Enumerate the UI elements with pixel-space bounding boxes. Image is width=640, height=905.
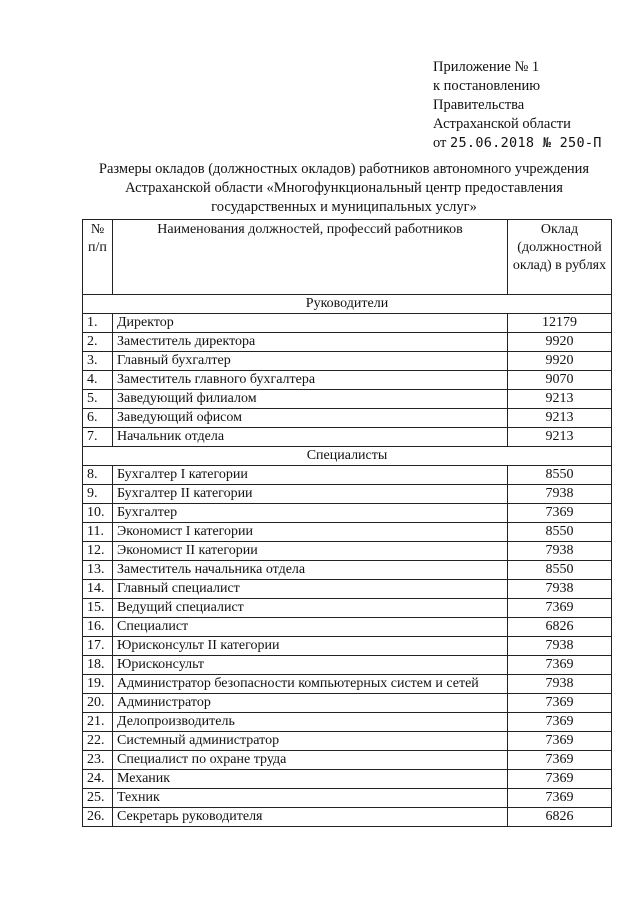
row-salary: 7938 (508, 542, 612, 561)
row-salary: 7938 (508, 675, 612, 694)
row-position-name: Бухгалтер (112, 504, 507, 523)
row-salary: 9213 (508, 409, 612, 428)
appendix-line-2: к постановлению (433, 78, 541, 94)
appendix-block (433, 58, 633, 153)
row-position-name: Техник (112, 789, 507, 808)
row-number: 17. (83, 637, 113, 656)
table-row (83, 390, 612, 409)
row-salary: 9920 (508, 352, 612, 371)
row-salary: 8550 (508, 561, 612, 580)
row-salary: 7369 (508, 751, 612, 770)
row-position-name: Администратор безопасности компьютерных систем и сетей (112, 675, 507, 694)
row-number: 7. (83, 428, 113, 447)
row-position-name: Специалист (112, 618, 507, 637)
row-position-name: Директор (112, 314, 507, 333)
row-salary: 7369 (508, 713, 612, 732)
row-number: 8. (83, 466, 113, 485)
row-number: 13. (83, 561, 113, 580)
row-position-name: Системный администратор (112, 732, 507, 751)
appendix-line-4: Астраханской области (433, 116, 571, 132)
table-row (83, 409, 612, 428)
header-salary: Оклад (должностной оклад) в рублях (508, 220, 612, 295)
table-header-row (83, 220, 612, 295)
row-number: 5. (83, 390, 113, 409)
appendix-line-1: Приложение № 1 (433, 59, 540, 75)
row-position-name: Заместитель директора (112, 333, 507, 352)
table-row (83, 466, 612, 485)
row-salary: 12179 (508, 314, 612, 333)
row-number: 3. (83, 352, 113, 371)
row-number: 25. (83, 789, 113, 808)
row-position-name: Механик (112, 770, 507, 789)
section-title: Руководители (83, 295, 612, 314)
row-salary: 6826 (508, 618, 612, 637)
row-number: 9. (83, 485, 113, 504)
row-position-name: Делопроизводитель (112, 713, 507, 732)
row-salary: 7369 (508, 694, 612, 713)
row-salary: 9920 (508, 333, 612, 352)
row-salary: 7938 (508, 637, 612, 656)
table-row (83, 808, 612, 827)
row-number: 20. (83, 694, 113, 713)
row-number: 1. (83, 314, 113, 333)
table-row (83, 656, 612, 675)
row-position-name: Главный бухгалтер (112, 352, 507, 371)
row-position-name: Главный специалист (112, 580, 507, 599)
table-row (83, 561, 612, 580)
row-salary: 9213 (508, 390, 612, 409)
section-row (83, 295, 612, 314)
row-number: 10. (83, 504, 113, 523)
row-salary: 8550 (508, 523, 612, 542)
table-row (83, 504, 612, 523)
section-row (83, 447, 612, 466)
row-salary: 8550 (508, 466, 612, 485)
row-salary: 7938 (508, 485, 612, 504)
table-row (83, 618, 612, 637)
row-number: 4. (83, 371, 113, 390)
section-title: Специалисты (83, 447, 612, 466)
row-position-name: Экономист I категории (112, 523, 507, 542)
appendix-line-3: Правительства (433, 97, 525, 113)
row-salary: 7369 (508, 599, 612, 618)
row-number: 6. (83, 409, 113, 428)
table-row (83, 314, 612, 333)
row-position-name: Специалист по охране труда (112, 751, 507, 770)
table-row (83, 485, 612, 504)
row-salary: 7369 (508, 504, 612, 523)
row-salary: 7369 (508, 656, 612, 675)
row-position-name: Заведующий филиалом (112, 390, 507, 409)
row-position-name: Экономист II категории (112, 542, 507, 561)
row-number: 11. (83, 523, 113, 542)
table-row (83, 675, 612, 694)
row-salary: 7369 (508, 770, 612, 789)
row-number: 18. (83, 656, 113, 675)
row-number: 19. (83, 675, 113, 694)
row-position-name: Заведующий офисом (112, 409, 507, 428)
row-number: 24. (83, 770, 113, 789)
row-number: 22. (83, 732, 113, 751)
row-position-name: Заместитель начальника отдела (112, 561, 507, 580)
row-salary: 7369 (508, 789, 612, 808)
table-row (83, 751, 612, 770)
row-position-name: Юрисконсульт (112, 656, 507, 675)
table-row (83, 789, 612, 808)
header-name: Наименования должностей, профессий работников (112, 220, 507, 295)
row-position-name: Секретарь руководителя (112, 808, 507, 827)
appendix-date-number: 25.06.2018 № 250-П (450, 135, 602, 151)
table-row (83, 770, 612, 789)
row-number: 12. (83, 542, 113, 561)
row-position-name: Бухгалтер I категории (112, 466, 507, 485)
row-position-name: Юрисконсульт II категории (112, 637, 507, 656)
header-number: № п/п (83, 220, 113, 295)
row-number: 14. (83, 580, 113, 599)
document-title: Размеры окладов (должностных окладов) работников автономного учреждения Астраханской области «Многофункциональный центр предоставления государственных и муниципальных услуг» (98, 161, 590, 215)
table-row (83, 428, 612, 447)
appendix-date-prefix: от (433, 135, 451, 151)
table-row (83, 732, 612, 751)
salary-table (82, 219, 612, 827)
row-position-name: Администратор (112, 694, 507, 713)
row-number: 15. (83, 599, 113, 618)
table-row (83, 580, 612, 599)
row-salary: 9213 (508, 428, 612, 447)
table-body (83, 295, 612, 827)
table-row (83, 352, 612, 371)
row-number: 26. (83, 808, 113, 827)
row-position-name: Начальник отдела (112, 428, 507, 447)
table-row (83, 523, 612, 542)
appendix-line-5 (433, 134, 633, 153)
row-number: 21. (83, 713, 113, 732)
row-position-name: Заместитель главного бухгалтера (112, 371, 507, 390)
row-position-name: Бухгалтер II категории (112, 485, 507, 504)
row-salary: 9070 (508, 371, 612, 390)
table-row (83, 371, 612, 390)
table-row (83, 713, 612, 732)
row-position-name: Ведущий специалист (112, 599, 507, 618)
row-number: 2. (83, 333, 113, 352)
table-row (83, 694, 612, 713)
row-number: 16. (83, 618, 113, 637)
table-row (83, 542, 612, 561)
row-salary: 7369 (508, 732, 612, 751)
table-row (83, 333, 612, 352)
row-salary: 6826 (508, 808, 612, 827)
row-number: 23. (83, 751, 113, 770)
table-row (83, 599, 612, 618)
table-row (83, 637, 612, 656)
row-salary: 7938 (508, 580, 612, 599)
